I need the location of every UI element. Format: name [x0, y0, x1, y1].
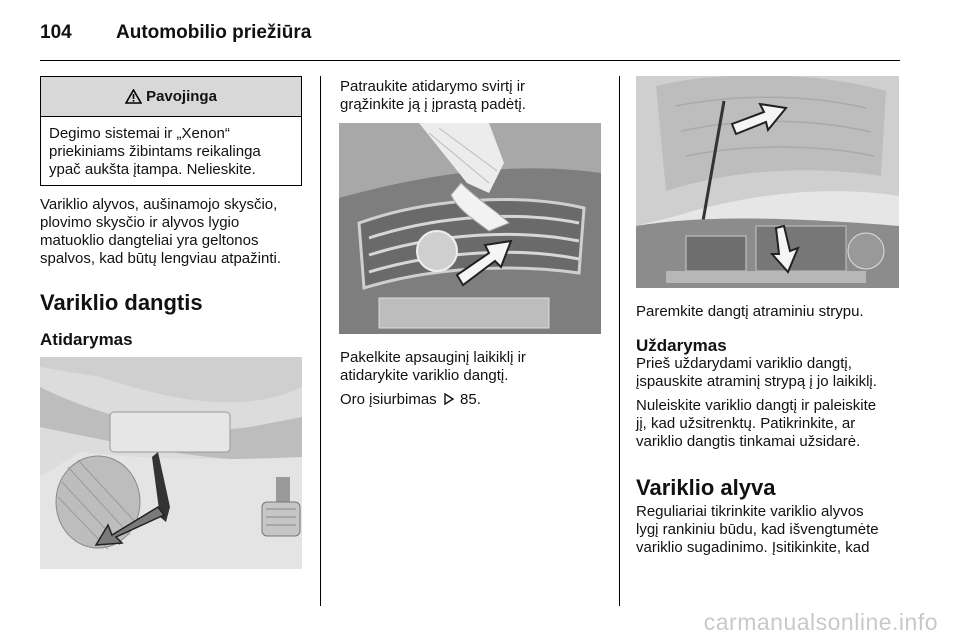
section-heading-engine-oil: Variklio alyva	[636, 475, 776, 500]
release-lever-instructions	[340, 78, 526, 114]
reference-text: Oro įsiurbimas	[340, 391, 437, 408]
paragraph-line: Nuleiskite variklio dangtį ir paleiskite	[636, 397, 877, 414]
warning-line: ypač aukšta įtampa. Nelieskite.	[49, 161, 256, 178]
paragraph-line: Variklio alyvos, aušinamojo skysčio,	[40, 196, 278, 213]
paragraph-line: matuoklio dangteliai yra geltonos	[40, 232, 259, 249]
paragraph-line: lygį rankiniu būdu, kad išvengtumėte	[636, 521, 879, 538]
paragraph-line: Pakelkite apsauginį laikiklį ir	[340, 349, 526, 366]
section-heading-hood: Variklio dangtis	[40, 290, 203, 315]
paragraph-line: Reguliariai tikrinkite variklio alyvos	[636, 503, 864, 520]
paragraph-line: variklio sugadinimo. Įsitikinkite, kad	[636, 539, 870, 556]
paragraph-line: spalvos, kad būtų lengviau atpažinti.	[40, 250, 281, 267]
page-number: 104	[40, 22, 72, 43]
warning-line: Degimo sistemai ir „Xenon“	[49, 125, 230, 142]
hood-release-lever-figure	[40, 357, 302, 569]
subheading-closing: Uždarymas	[636, 336, 727, 355]
paragraph-line: Patraukite atidarymo svirtį ir	[340, 78, 526, 95]
engine-oil-paragraph	[636, 503, 879, 557]
watermark[interactable]: carmanualsonline.info	[703, 609, 938, 635]
paragraph-line: variklio dangtis tinkamai užsidarė.	[636, 433, 861, 450]
warning-triangle-icon	[125, 89, 142, 104]
warning-line: priekiniams žibintams reikalinga	[49, 143, 261, 160]
page-title: Automobilio priežiūra	[116, 22, 312, 43]
paragraph-line: grąžinkite ją į įprastą padėtį.	[340, 96, 526, 113]
column-divider	[619, 76, 620, 606]
air-intake-reference	[340, 391, 481, 409]
reference-page[interactable]: 85.	[460, 391, 481, 408]
paragraph-line: įspauskite atraminį strypą į jo laikiklį.	[636, 373, 877, 390]
safety-catch-figure	[339, 123, 601, 334]
warning-heading	[41, 77, 301, 117]
warning-heading-text: Pavojinga	[146, 88, 217, 105]
subheading-opening: Atidarymas	[40, 330, 133, 349]
cap-colors-paragraph	[40, 196, 281, 268]
warning-text	[41, 117, 301, 179]
arrow-reference-icon	[443, 393, 454, 405]
closing-instructions	[636, 355, 877, 391]
paragraph-line: Prieš uždarydami variklio dangtį,	[636, 355, 852, 372]
warning-box	[40, 76, 302, 186]
paragraph-line: plovimo skysčio ir alyvos lygio	[40, 214, 240, 231]
closing-check-instructions	[636, 397, 876, 451]
prop-rod-caption: Paremkite dangtį atraminiu strypu.	[636, 303, 864, 320]
page-header	[40, 22, 920, 56]
paragraph-line: atidarykite variklio dangtį.	[340, 367, 509, 384]
header-rule	[40, 60, 900, 61]
hood-prop-rod-figure	[636, 76, 899, 288]
paragraph-line: jį, kad užsitrenktų. Patikrinkite, ar	[636, 415, 856, 432]
open-hood-instructions	[340, 349, 526, 385]
column-divider	[320, 76, 321, 606]
